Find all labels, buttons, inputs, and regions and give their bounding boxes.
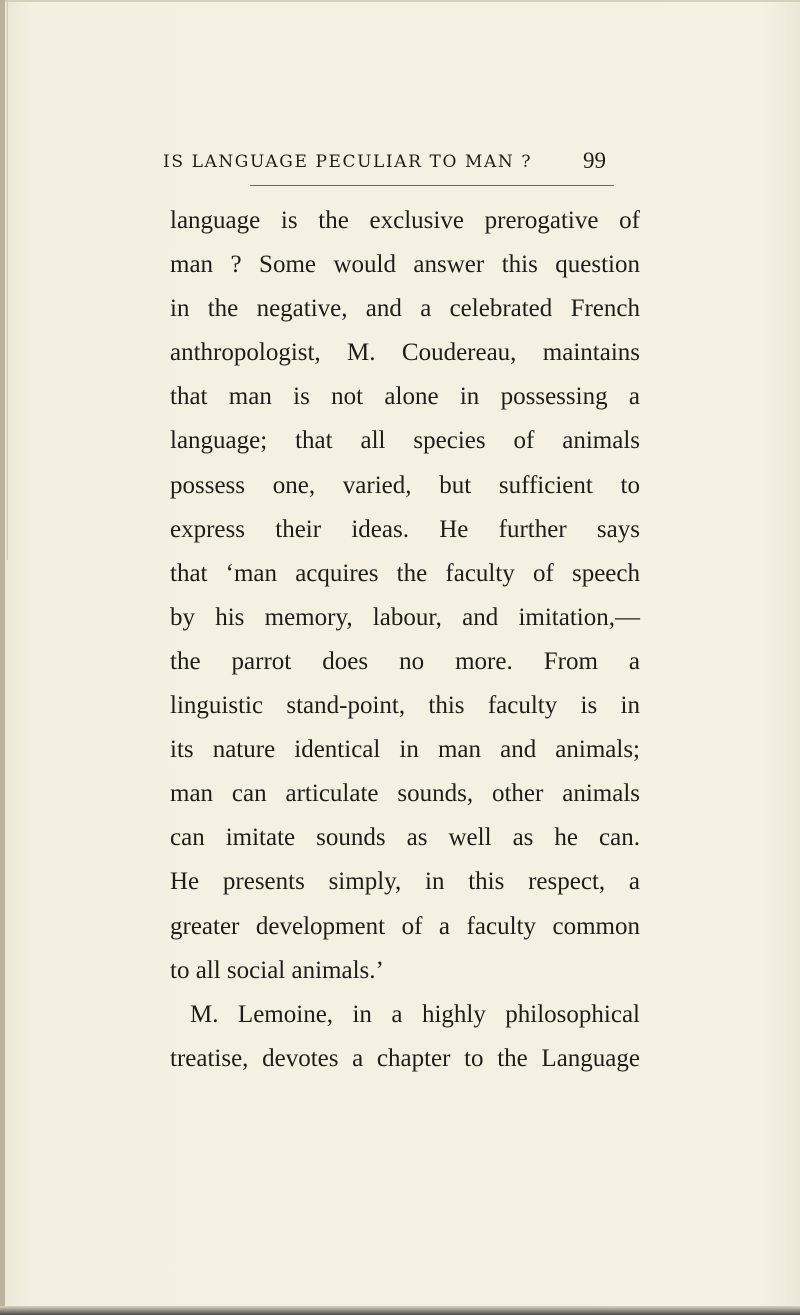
running-title: IS LANGUAGE PECULIAR TO MAN ? xyxy=(163,152,533,172)
body-text xyxy=(170,199,640,1081)
text-line: language is the exclusive prerogative of xyxy=(170,207,640,234)
text-line: possess one, varied, but sufficient to xyxy=(170,471,640,499)
page-top-edge xyxy=(0,0,800,2)
text-line: language; that all species of animals xyxy=(170,427,640,455)
text-line: treatise, devotes a chapter to the Language xyxy=(170,1044,640,1072)
binding-edge xyxy=(0,0,5,1315)
text-line: linguistic stand-point, this faculty is in xyxy=(170,692,640,720)
text-line: by his memory, labour, and imitation,— xyxy=(170,603,640,631)
binding-shadow-line xyxy=(7,0,8,560)
text-line: express their ideas. He further says xyxy=(170,515,640,543)
paragraph-start-line: M. Lemoine, in a highly philosophical xyxy=(190,1000,640,1028)
header-rule xyxy=(250,185,614,186)
text-line: can imitate sounds as well as he can. xyxy=(170,824,640,852)
running-head xyxy=(163,148,623,178)
text-line: He presents simply, in this respect, a xyxy=(170,868,640,896)
text-line: in the negative, and a celebrated French xyxy=(170,295,640,323)
text-line: that ‘man acquires the faculty of speech xyxy=(170,559,640,587)
text-line: man can articulate sounds, other animals xyxy=(170,780,640,808)
text-line: the parrot does no more. From a xyxy=(170,647,640,675)
text-line: greater development of a faculty common xyxy=(170,912,640,940)
text-line: that man is not alone in possessing a xyxy=(170,383,640,411)
text-line: its nature identical in man and animals; xyxy=(170,736,640,764)
paragraph-end-line: to all social animals.’ xyxy=(170,956,384,984)
text-line: man ? Some would answer this question xyxy=(170,251,640,279)
page-number: 99 xyxy=(583,148,606,173)
page-bottom-edge xyxy=(0,1306,800,1315)
text-line: anthropologist, M. Coudereau, maintains xyxy=(170,339,640,367)
